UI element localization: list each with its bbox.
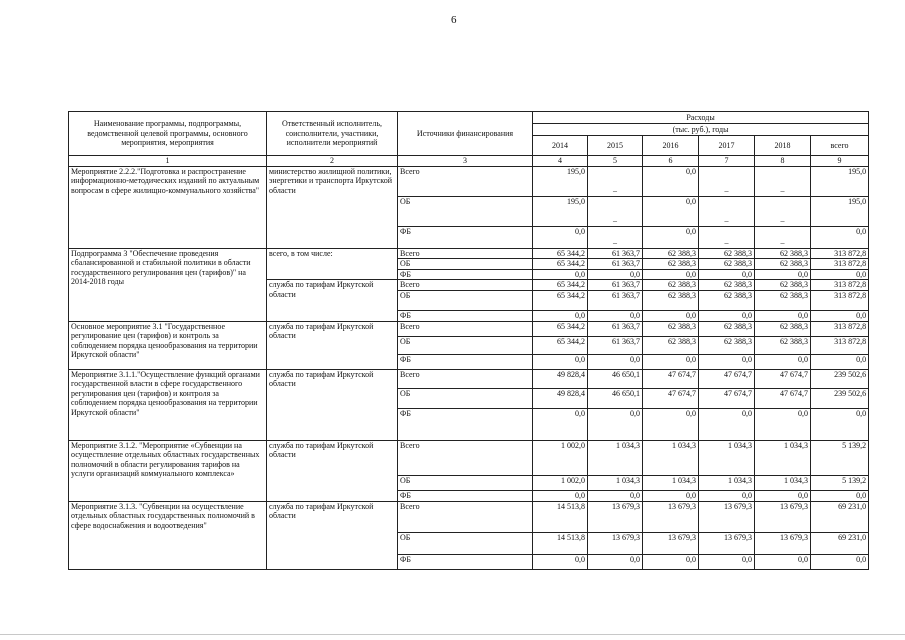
year-value-cell: 0,0 — [699, 310, 755, 321]
year-value-cell: 47 674,7 — [699, 388, 755, 408]
year-value-cell: 1 034,3 — [588, 475, 643, 490]
funding-source-cell: Всего — [398, 369, 533, 388]
year-value-cell: 1 034,3 — [699, 475, 755, 490]
funding-source-cell: Всего — [398, 501, 533, 532]
year-value-cell: 62 388,3 — [699, 321, 755, 336]
program-name-cell: Мероприятие 3.1.2. "Мероприятие «Субвенции на осуществление отдельных областных государственных полномочий в области регулирования тарифов на услуги организаций коммунального комплекса» — [69, 440, 267, 501]
year-value-cell: 0,0 — [643, 166, 699, 196]
table-row — [69, 166, 869, 196]
program-name-cell: Подпрограмма 3 "Обеспечение проведения сбалансированной и стабильной политики в области государственного регулирования цен (тарифов)" на 2014-2018 годы — [69, 248, 267, 321]
funding-source-cell: ОБ — [398, 475, 533, 490]
year-value-cell: 47 674,7 — [699, 369, 755, 388]
year-value-cell: 0,0 — [533, 354, 588, 369]
year-value-cell: 62 388,3 — [755, 321, 811, 336]
year-value-cell: 0,0 — [755, 310, 811, 321]
total-value-cell: 0,0 — [811, 408, 869, 440]
year-value-cell: 13 679,3 — [699, 532, 755, 554]
total-value-cell: 0,0 — [811, 226, 869, 248]
year-value-cell: 0,0 — [588, 354, 643, 369]
year-value-cell: 13 679,3 — [699, 501, 755, 532]
funding-source-cell: ОБ — [398, 196, 533, 226]
year-value-cell: 1 002,0 — [533, 440, 588, 475]
year-value-cell: 62 388,3 — [643, 248, 699, 259]
funding-source-cell: ОБ — [398, 388, 533, 408]
year-value-cell: 65 344,2 — [533, 280, 588, 291]
funding-source-cell: ФБ — [398, 490, 533, 501]
year-value-cell: 62 388,3 — [643, 290, 699, 310]
year-value-cell: 62 388,3 — [755, 259, 811, 270]
year-value-cell: 0,0 — [643, 554, 699, 569]
year-value-cell: 0,0 — [643, 269, 699, 280]
year-value-cell: 0,0 — [588, 269, 643, 280]
year-value-cell: 65 344,2 — [533, 259, 588, 270]
year-value-cell: 0,0 — [699, 554, 755, 569]
header-name: Наименование программы, подпрограммы, ведомственной целевой программы, основного мероприятия, мероприятия — [69, 112, 267, 156]
funding-source-cell: Всего — [398, 280, 533, 291]
table-row — [69, 321, 869, 336]
year-value-cell: 1 034,3 — [755, 440, 811, 475]
header-year: 2017 — [699, 136, 755, 156]
executor-cell: служба по тарифам Иркутской области — [267, 280, 398, 322]
year-value-cell: 0,0 — [588, 408, 643, 440]
total-value-cell: 195,0 — [811, 196, 869, 226]
funding-source-cell: ФБ — [398, 554, 533, 569]
year-value-cell: 65 344,2 — [533, 248, 588, 259]
year-value-cell: – — [699, 166, 755, 196]
funding-source-cell: Всего — [398, 248, 533, 259]
year-value-cell: – — [755, 166, 811, 196]
year-value-cell: 62 388,3 — [643, 259, 699, 270]
total-value-cell: 239 502,6 — [811, 388, 869, 408]
year-value-cell: 195,0 — [533, 196, 588, 226]
total-value-cell: 0,0 — [811, 354, 869, 369]
funding-source-cell: Всего — [398, 440, 533, 475]
year-value-cell: 14 513,8 — [533, 501, 588, 532]
total-value-cell: 313 872,8 — [811, 259, 869, 270]
year-value-cell: 62 388,3 — [699, 259, 755, 270]
year-value-cell: 62 388,3 — [643, 336, 699, 354]
year-value-cell: 13 679,3 — [588, 501, 643, 532]
year-value-cell: 0,0 — [533, 408, 588, 440]
year-value-cell: 0,0 — [643, 226, 699, 248]
column-number: 4 — [533, 156, 588, 167]
total-value-cell: 0,0 — [811, 490, 869, 501]
year-value-cell: 0,0 — [755, 490, 811, 501]
year-value-cell: 65 344,2 — [533, 336, 588, 354]
header-year: 2014 — [533, 136, 588, 156]
funding-source-cell: Всего — [398, 166, 533, 196]
column-number: 5 — [588, 156, 643, 167]
funding-source-cell: ОБ — [398, 290, 533, 310]
program-name-cell: Мероприятие 2.2.2."Подготовка и распространение информационно-методических изданий по актуальным вопросам в сфере жилищно-коммунального хозяйства" — [69, 166, 267, 248]
year-value-cell: 0,0 — [755, 554, 811, 569]
year-value-cell: 195,0 — [533, 166, 588, 196]
total-value-cell: 0,0 — [811, 554, 869, 569]
year-value-cell: 49 828,4 — [533, 388, 588, 408]
funding-source-cell: ОБ — [398, 336, 533, 354]
funding-source-cell: ОБ — [398, 532, 533, 554]
year-value-cell: 0,0 — [643, 196, 699, 226]
year-value-cell: 0,0 — [643, 408, 699, 440]
year-value-cell: 0,0 — [533, 554, 588, 569]
year-value-cell: 47 674,7 — [755, 369, 811, 388]
funding-source-cell: ФБ — [398, 310, 533, 321]
year-value-cell: 13 679,3 — [643, 501, 699, 532]
total-value-cell: 313 872,8 — [811, 321, 869, 336]
year-value-cell: 1 002,0 — [533, 475, 588, 490]
year-value-cell: 61 363,7 — [588, 248, 643, 259]
funding-source-cell: Всего — [398, 321, 533, 336]
year-value-cell: 0,0 — [533, 226, 588, 248]
column-number: 1 — [69, 156, 267, 167]
year-value-cell: 62 388,3 — [755, 290, 811, 310]
year-value-cell: 0,0 — [533, 310, 588, 321]
total-value-cell: 5 139,2 — [811, 440, 869, 475]
year-value-cell: – — [699, 196, 755, 226]
page-number: 6 — [451, 14, 457, 26]
year-value-cell: – — [588, 166, 643, 196]
year-value-cell: 14 513,8 — [533, 532, 588, 554]
year-value-cell: 0,0 — [755, 408, 811, 440]
year-value-cell: 62 388,3 — [699, 290, 755, 310]
year-value-cell: – — [588, 226, 643, 248]
column-number: 7 — [699, 156, 755, 167]
table-row — [69, 248, 869, 259]
executor-cell: всего, в том числе: — [267, 248, 398, 280]
year-value-cell: 0,0 — [755, 269, 811, 280]
year-value-cell: 47 674,7 — [643, 388, 699, 408]
year-value-cell: 0,0 — [588, 490, 643, 501]
year-value-cell: 0,0 — [643, 310, 699, 321]
year-value-cell: 62 388,3 — [755, 280, 811, 291]
year-value-cell: 13 679,3 — [755, 501, 811, 532]
program-name-cell: Мероприятие 3.1.3. "Субвенции на осуществление отдельных областных государственных полномочий в сфере водоснабжения и водоотведения" — [69, 501, 267, 569]
year-value-cell: – — [755, 196, 811, 226]
column-number: 2 — [267, 156, 398, 167]
header-source: Источники финансирования — [398, 112, 533, 156]
executor-cell: служба по тарифам Иркутской области — [267, 321, 398, 369]
year-value-cell: 13 679,3 — [643, 532, 699, 554]
total-value-cell: 69 231,0 — [811, 501, 869, 532]
year-value-cell: 62 388,3 — [643, 280, 699, 291]
total-value-cell: 313 872,8 — [811, 336, 869, 354]
year-value-cell: 0,0 — [533, 269, 588, 280]
year-value-cell: 61 363,7 — [588, 280, 643, 291]
executor-cell: служба по тарифам Иркутской области — [267, 369, 398, 440]
total-value-cell: 5 139,2 — [811, 475, 869, 490]
year-value-cell: 0,0 — [755, 354, 811, 369]
program-name-cell: Основное мероприятие 3.1 "Государственное регулирование цен (тарифов) и контроль за соблюдением порядка ценообразования на территории Иркутской области" — [69, 321, 267, 369]
year-value-cell: 0,0 — [699, 269, 755, 280]
column-number: 6 — [643, 156, 699, 167]
year-value-cell: 65 344,2 — [533, 321, 588, 336]
column-number: 8 — [755, 156, 811, 167]
total-value-cell: 195,0 — [811, 166, 869, 196]
year-value-cell: 62 388,3 — [755, 336, 811, 354]
executor-cell: служба по тарифам Иркутской области — [267, 501, 398, 569]
year-value-cell: 0,0 — [699, 354, 755, 369]
year-value-cell: 65 344,2 — [533, 290, 588, 310]
total-value-cell: 313 872,8 — [811, 280, 869, 291]
year-value-cell: 62 388,3 — [755, 248, 811, 259]
total-value-cell: 313 872,8 — [811, 248, 869, 259]
table-row — [69, 369, 869, 388]
total-value-cell: 0,0 — [811, 269, 869, 280]
executor-cell: служба по тарифам Иркутской области — [267, 440, 398, 501]
header-year: 2015 — [588, 136, 643, 156]
year-value-cell: 61 363,7 — [588, 321, 643, 336]
year-value-cell: 47 674,7 — [643, 369, 699, 388]
year-value-cell: 1 034,3 — [755, 475, 811, 490]
year-value-cell: 0,0 — [588, 554, 643, 569]
table-row — [69, 440, 869, 475]
year-value-cell: 62 388,3 — [699, 336, 755, 354]
header-year: 2018 — [755, 136, 811, 156]
year-value-cell: 61 363,7 — [588, 259, 643, 270]
total-value-cell: 239 502,6 — [811, 369, 869, 388]
year-value-cell: 0,0 — [588, 310, 643, 321]
year-value-cell: 1 034,3 — [699, 440, 755, 475]
header-year: всего — [811, 136, 869, 156]
year-value-cell: 61 363,7 — [588, 290, 643, 310]
funding-source-cell: ФБ — [398, 269, 533, 280]
header-year: 2016 — [643, 136, 699, 156]
header-executor: Ответственный исполнитель, соисполнители, участники, исполнители мероприятий — [267, 112, 398, 156]
column-number: 9 — [811, 156, 869, 167]
year-value-cell: 62 388,3 — [643, 321, 699, 336]
year-value-cell: 61 363,7 — [588, 336, 643, 354]
year-value-cell: 13 679,3 — [755, 532, 811, 554]
year-value-cell: – — [755, 226, 811, 248]
year-value-cell: 0,0 — [643, 490, 699, 501]
year-value-cell: 47 674,7 — [755, 388, 811, 408]
funding-source-cell: ФБ — [398, 226, 533, 248]
financing-table — [68, 111, 869, 570]
table-row — [69, 501, 869, 532]
year-value-cell: 0,0 — [643, 354, 699, 369]
year-value-cell: 13 679,3 — [588, 532, 643, 554]
year-value-cell: 62 388,3 — [699, 248, 755, 259]
year-value-cell: – — [588, 196, 643, 226]
program-name-cell: Мероприятие 3.1.1."Осуществление функций органами государственной власти в сфере государственного регулирования цен (тарифов) и контроля за соблюдением порядка ценообразования на территории Иркутской области" — [69, 369, 267, 440]
header-units: (тыс. руб.), годы — [533, 124, 869, 136]
year-value-cell: 62 388,3 — [699, 280, 755, 291]
year-value-cell: 46 650,1 — [588, 388, 643, 408]
column-number: 3 — [398, 156, 533, 167]
year-value-cell: 49 828,4 — [533, 369, 588, 388]
year-value-cell: 0,0 — [699, 490, 755, 501]
page-bottom-edge — [0, 634, 905, 635]
year-value-cell: 0,0 — [699, 408, 755, 440]
total-value-cell: 69 231,0 — [811, 532, 869, 554]
year-value-cell: – — [699, 226, 755, 248]
executor-cell: министерство жилищной политики, энергетики и транспорта Иркутской области — [267, 166, 398, 248]
year-value-cell: 1 034,3 — [588, 440, 643, 475]
total-value-cell: 313 872,8 — [811, 290, 869, 310]
funding-source-cell: ОБ — [398, 259, 533, 270]
year-value-cell: 46 650,1 — [588, 369, 643, 388]
year-value-cell: 0,0 — [533, 490, 588, 501]
year-value-cell: 1 034,3 — [643, 440, 699, 475]
total-value-cell: 0,0 — [811, 310, 869, 321]
header-expenses: Расходы — [533, 112, 869, 124]
funding-source-cell: ФБ — [398, 354, 533, 369]
year-value-cell: 1 034,3 — [643, 475, 699, 490]
funding-source-cell: ФБ — [398, 408, 533, 440]
